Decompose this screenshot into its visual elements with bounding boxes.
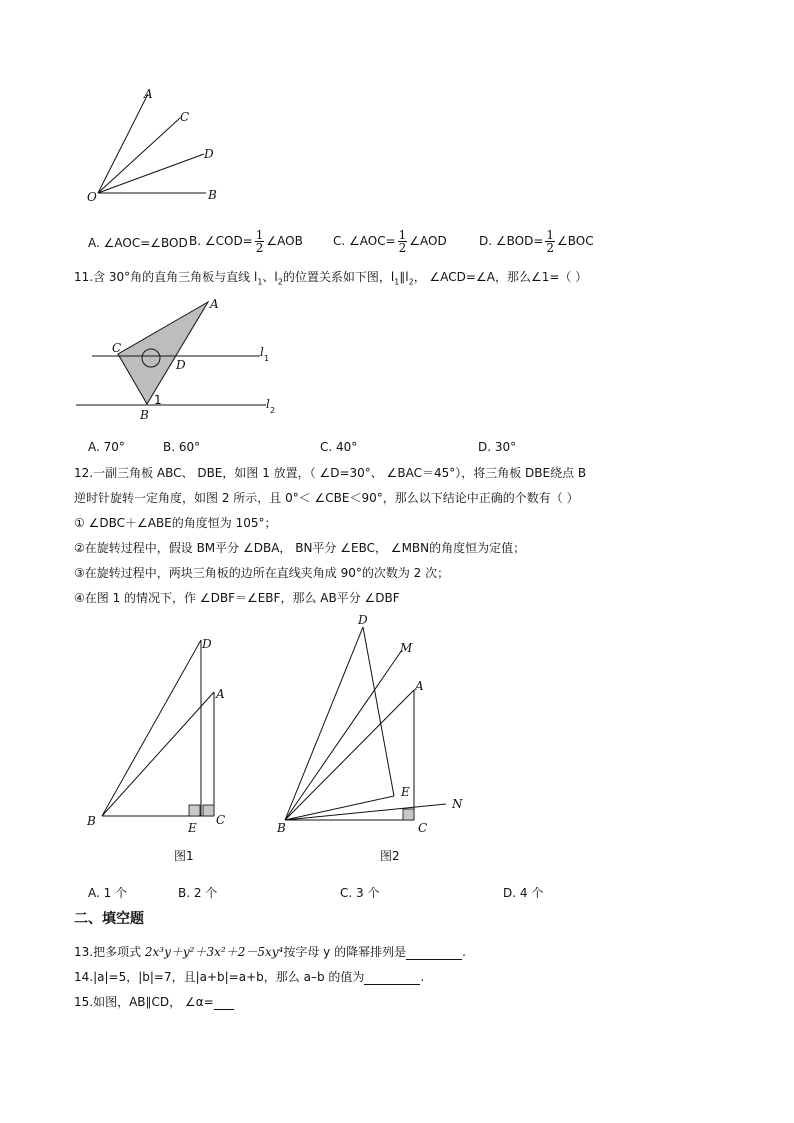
label-d: D <box>358 613 368 627</box>
q14-question: 14.|a|=5，|b|=7，且|a+b|=a+b，那么 a–b 的值为 . <box>74 970 425 984</box>
q11-option-b: B. 60° <box>163 440 201 454</box>
q12-option-a: A. 1 个 <box>88 886 128 900</box>
label-c: C <box>112 341 122 355</box>
label-d: D <box>176 358 186 372</box>
label-d: D <box>204 147 214 161</box>
label-n: N <box>452 797 463 811</box>
q10-option-a: A. ∠AOC=∠BOD <box>88 236 188 250</box>
fraction-half: $\frac{1}{2}$ <box>546 228 555 255</box>
label-e: E <box>188 821 197 835</box>
label-l2: l <box>266 397 270 411</box>
label-b: B <box>277 821 286 835</box>
figure-triangle-parallel-lines <box>74 294 284 422</box>
label-c: C <box>418 821 428 835</box>
fraction-half: $\frac{1}{2}$ <box>398 228 407 255</box>
q11-option-d: D. 30° <box>478 440 517 454</box>
q12-stem-line2: 逆时针旋转一定角度，如图 2 所示，且 0°＜ ∠CBE＜90°，那么以下结论中正确的个数有（ ） <box>74 491 579 505</box>
figure-2-caption: 图2 <box>380 849 400 863</box>
polynomial: 2x³y＋y²＋3x²＋2－5xy⁴ <box>144 945 284 959</box>
q10-option-b: B. ∠COD= $\frac{1}{2}$ ∠AOB <box>189 228 303 255</box>
label-b: B <box>140 408 149 422</box>
label-angle-1: 1 <box>154 393 162 407</box>
figure-2-rotated-set-squares <box>270 610 480 870</box>
figure-1-caption: 图1 <box>174 849 194 863</box>
label-c: C <box>180 110 190 124</box>
label-l2-sub: 2 <box>270 406 276 415</box>
q11-option-a: A. 70° <box>88 440 125 454</box>
q12-option-c: C. 3 个 <box>340 886 380 900</box>
label-m: M <box>400 641 413 655</box>
label-e: E <box>401 785 410 799</box>
figure-angles-aob <box>82 84 232 208</box>
label-b: B <box>208 188 217 202</box>
q12-statement-3: ③在旋转过程中，两块三角板的边所在直线夹角成 90°的次数为 2 次； <box>74 566 450 580</box>
fraction-half: $\frac{1}{2}$ <box>255 228 264 255</box>
q11-stem: 11.含 30°角的直角三角板与直线 $l_1$、$l_2$的位置关系如下图，$l_1\parallel l_2$， ∠ACD=∠A，那么∠1=（ ） <box>74 270 588 287</box>
q12-stem-line1: 12.一副三角板 ABC、 DBE，如图 1 放置，（ ∠D=30°、 ∠BAC＝45°），将三角板 DBE绕点 B <box>74 466 587 480</box>
label-a: A <box>210 297 219 311</box>
answer-blank[interactable] <box>364 970 420 985</box>
q12-option-d: D. 4 个 <box>503 886 544 900</box>
label-l1: l <box>260 345 264 359</box>
q15-question: 15.如图，AB∥CD， ∠α= <box>74 993 234 1010</box>
section-heading-fill-in: 二、填空题 <box>74 911 144 927</box>
q10-option-d: D. ∠BOD= $\frac{1}{2}$ ∠BOC <box>479 228 594 255</box>
q12-statement-4: ④在图 1 的情况下，作 ∠DBF＝∠EBF，那么 AB平分 ∠DBF <box>74 591 400 605</box>
label-d: D <box>202 637 212 651</box>
figure-1-set-squares <box>84 630 234 870</box>
q10-option-c: C. ∠AOC= $\frac{1}{2}$ ∠AOD <box>333 228 447 255</box>
label-a: A <box>415 679 424 693</box>
label-o: O <box>87 190 97 204</box>
label-a: A <box>216 687 225 701</box>
q12-statement-2: ②在旋转过程中，假设 BM平分 ∠DBA， BN平分 ∠EBC， ∠MBN的角度恒为定值； <box>74 541 526 555</box>
q12-option-b: B. 2 个 <box>178 886 218 900</box>
answer-blank[interactable] <box>406 945 462 960</box>
answer-blank[interactable] <box>214 995 234 1010</box>
label-a: A <box>144 87 153 101</box>
q13-question: 13.把多项式 2x³y＋y²＋3x²＋2－5xy⁴按字母 y 的降幂排列是 . <box>74 945 466 959</box>
label-b: B <box>87 814 96 828</box>
label-c: C <box>216 813 226 827</box>
q12-statement-1: ① ∠DBC＋∠ABE的角度恒为 105°； <box>74 516 277 530</box>
label-l1-sub: 1 <box>264 354 270 363</box>
q11-option-c: C. 40° <box>320 440 358 454</box>
